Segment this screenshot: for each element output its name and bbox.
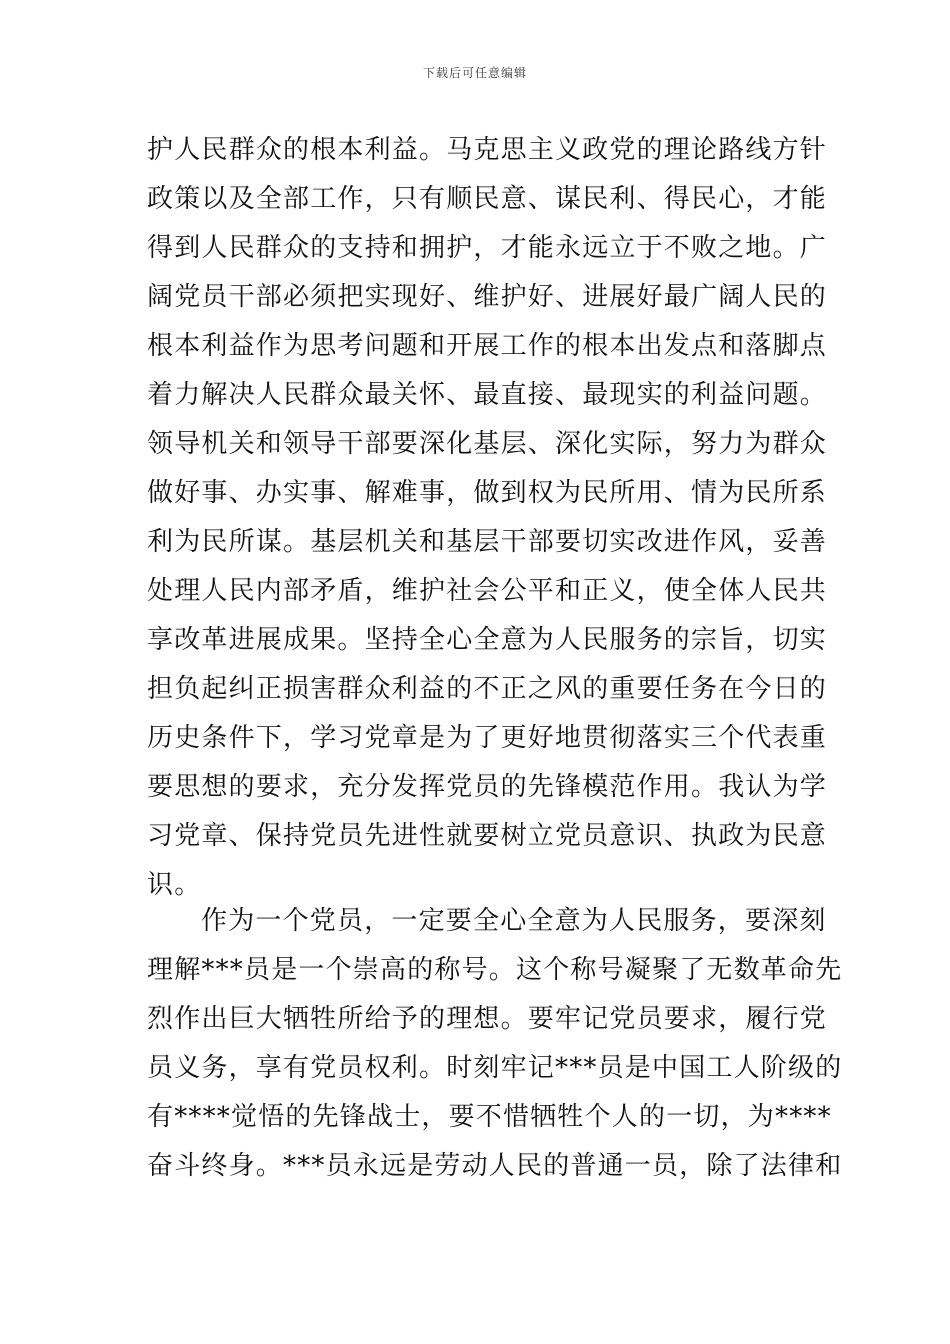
- text-line: 得到人民群众的支持和拥护，才能永远立于不败之地。广: [147, 233, 828, 263]
- text-line: 政策以及全部工作，只有顺民意、谋民利、得民心，才能: [147, 184, 828, 214]
- text-line: 员义务，享有党员权利。时刻牢记***员是中国工人阶级的: [147, 1053, 843, 1083]
- text-line: 处理人民内部矛盾，维护社会公平和正义，使全体人民共: [147, 576, 828, 606]
- text-line: 历史条件下，学习党章是为了更好地贯彻落实三个代表重: [147, 723, 828, 753]
- text-line: 根本利益作为思考问题和开展工作的根本出发点和落脚点: [147, 331, 828, 361]
- text-line: 要思想的要求，充分发挥党员的先锋模范作用。我认为学: [147, 772, 828, 802]
- text-line: 烈作出巨大牺牲所给予的理想。要牢记党员要求，履行党: [147, 1004, 828, 1034]
- text-line: 着力解决人民群众最关怀、最直接、最现实的利益问题。: [147, 380, 828, 410]
- text-line: 阔党员干部必须把实现好、维护好、进展好最广阔人民的: [147, 282, 828, 312]
- text-line: 有****觉悟的先锋战士，要不惜牺牲个人的一切，为****: [147, 1102, 832, 1132]
- text-line: 做好事、办实事、解难事，做到权为民所用、情为民所系: [147, 478, 828, 508]
- text-line: 利为民所谋。基层机关和基层干部要切实改进作风，妥善: [147, 527, 828, 557]
- text-line: 奋斗终身。***员永远是劳动人民的普通一员，除了法律和: [147, 1151, 843, 1181]
- text-line: 领导机关和领导干部要深化基层、深化实际，努力为群众: [147, 429, 828, 459]
- text-line: 习党章、保持党员先进性就要树立党员意识、执政为民意: [147, 821, 828, 851]
- text-line: 作为一个党员，一定要全心全意为人民服务，要深刻: [201, 906, 827, 936]
- text-line: 识。: [147, 870, 202, 900]
- text-line: 担负起纠正损害群众利益的不正之风的重要任务在今日的: [147, 674, 828, 704]
- header-note: 下载后可任意编辑: [422, 66, 527, 80]
- text-line: 理解***员是一个崇高的称号。这个称号凝聚了无数革命先: [147, 955, 843, 985]
- text-line: 享改革进展成果。坚持全心全意为人民服务的宗旨，切实: [147, 625, 828, 655]
- text-line: 护人民群众的根本利益。马克思主义政党的理论路线方针: [147, 135, 828, 165]
- paragraph-2: [147, 897, 843, 1191]
- paragraph-1: [147, 126, 828, 910]
